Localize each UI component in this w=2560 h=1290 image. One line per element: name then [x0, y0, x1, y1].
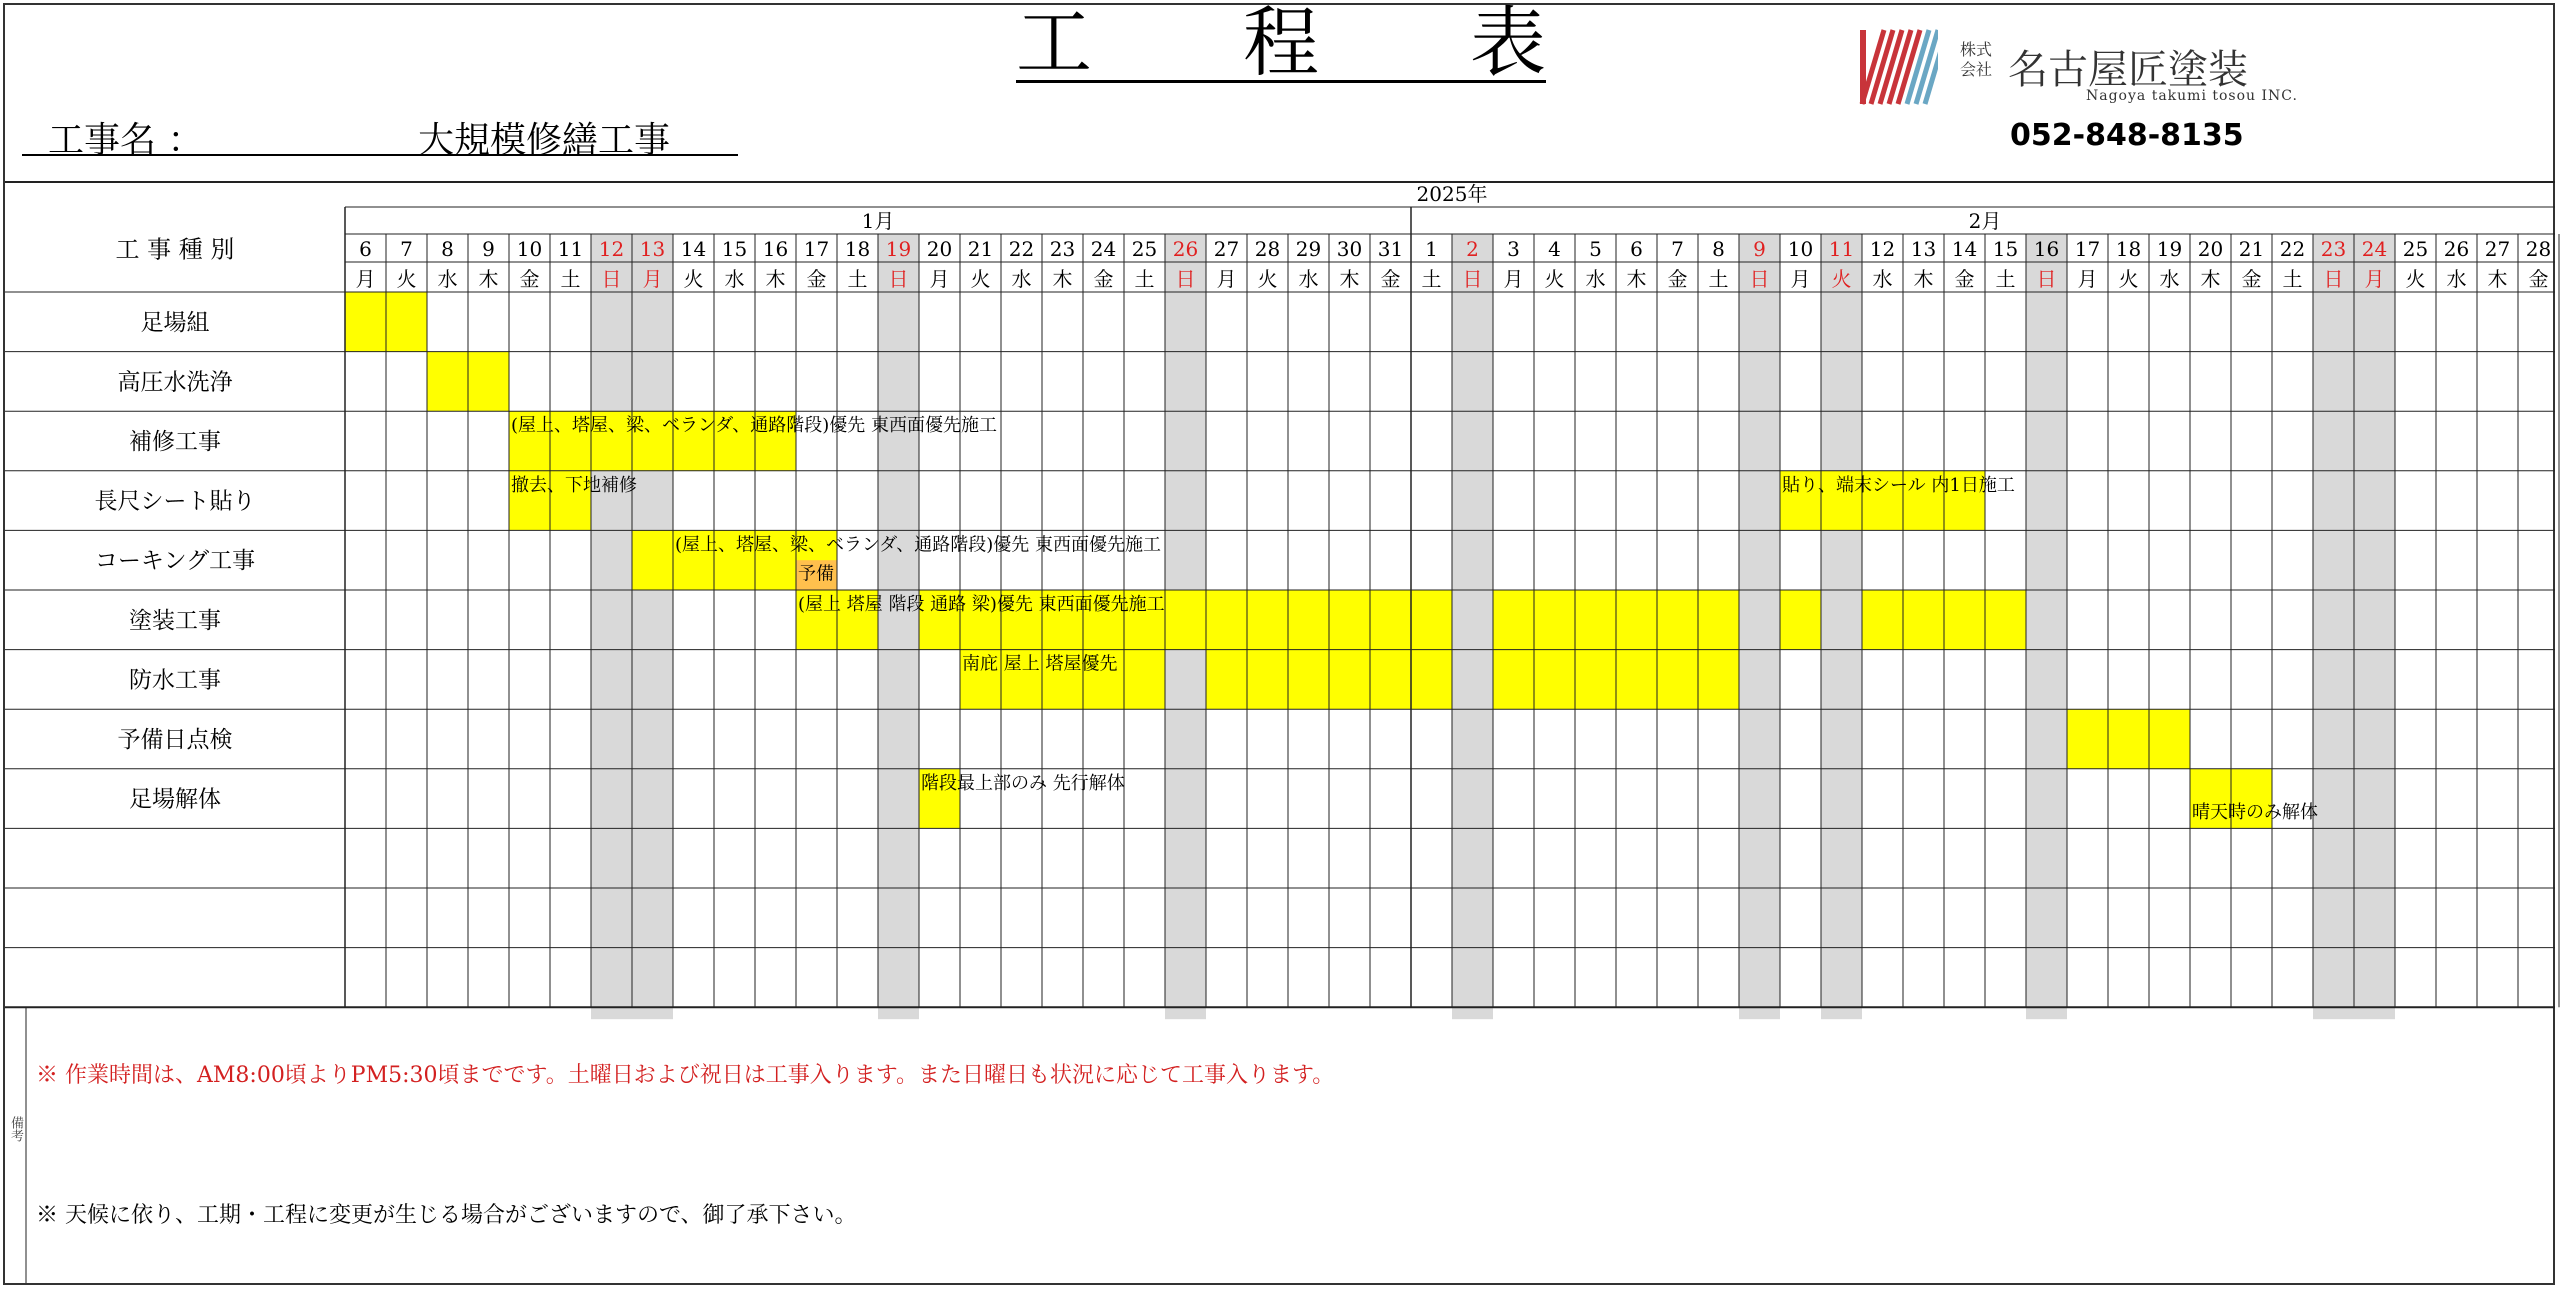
weekday-label: 木 — [2200, 267, 2221, 291]
task-note: (屋上、塔屋、梁、ベランダ、通路階段)優先 東西面優先施工 — [675, 534, 1161, 556]
weekday-label: 日 — [2036, 267, 2057, 291]
task-note: 予備 — [798, 563, 834, 585]
month-label: 2月 — [1968, 209, 2002, 233]
weekday-label: 水 — [1298, 267, 1319, 291]
company-prefix-line1: 株式 — [1960, 40, 1993, 59]
weekday-label: 水 — [437, 267, 458, 291]
day-number: 14 — [680, 237, 707, 261]
day-number: 19 — [885, 237, 912, 261]
weekday-label: 土 — [847, 267, 868, 291]
day-number: 17 — [2074, 237, 2101, 261]
task-name: 塗装工事 — [129, 607, 221, 634]
schedule-bar — [2067, 709, 2190, 769]
title-char-1: 工 — [1016, 0, 1092, 87]
task-name: 足場組 — [140, 309, 210, 336]
day-number: 6 — [1630, 237, 1643, 261]
weekday-label: 金 — [806, 267, 827, 291]
task-name: 長尺シート貼り — [94, 488, 256, 515]
weekday-label: 火 — [970, 267, 991, 291]
project-name: 大規模修繕工事 — [418, 120, 671, 161]
remark-weather: ※ 天候に依り、工期・工程に変更が生じる場合がございますので、御了承下さい。 — [36, 1203, 857, 1228]
weekday-label: 金 — [519, 267, 540, 291]
task-name: 防水工事 — [129, 667, 221, 694]
day-number: 1 — [1425, 237, 1438, 261]
title-char-3: 表 — [1470, 0, 1546, 87]
task-note: 撤去、下地補修 — [511, 474, 637, 496]
holiday-column — [632, 264, 673, 1019]
weekday-label: 日 — [888, 267, 909, 291]
weekday-label: 木 — [1913, 267, 1934, 291]
weekday-label: 土 — [2282, 267, 2303, 291]
weekday-label: 月 — [355, 267, 376, 291]
day-number: 25 — [1131, 237, 1158, 261]
day-number: 9 — [1753, 237, 1766, 261]
weekday-label: 金 — [2528, 267, 2549, 291]
day-number: 27 — [2484, 237, 2511, 261]
task-name: 足場解体 — [129, 786, 221, 813]
weekday-label: 水 — [2446, 267, 2467, 291]
weekday-label: 火 — [1257, 267, 1278, 291]
day-number: 13 — [639, 237, 666, 261]
day-number: 25 — [2402, 237, 2429, 261]
day-number: 7 — [1671, 237, 1684, 261]
weekday-label: 土 — [560, 267, 581, 291]
day-number: 12 — [1869, 237, 1896, 261]
weekday-label: 土 — [1995, 267, 2016, 291]
day-number: 3 — [1507, 237, 1520, 261]
day-number: 7 — [400, 237, 413, 261]
day-number: 19 — [2156, 237, 2183, 261]
weekday-label: 月 — [1216, 267, 1237, 291]
month-label: 1月 — [861, 209, 895, 233]
company-phone: 052-848-8135 — [2010, 118, 2244, 153]
weekday-label: 木 — [1052, 267, 1073, 291]
day-number: 9 — [482, 237, 495, 261]
day-number: 29 — [1295, 237, 1322, 261]
weekday-label: 土 — [1421, 267, 1442, 291]
weekday-label: 日 — [1749, 267, 1770, 291]
task-name: 高圧水洗浄 — [117, 369, 233, 396]
weekday-label: 水 — [2159, 267, 2180, 291]
weekday-label: 水 — [1872, 267, 1893, 291]
day-number: 15 — [721, 237, 748, 261]
weekday-label: 水 — [724, 267, 745, 291]
day-number: 17 — [803, 237, 830, 261]
day-number: 28 — [1254, 237, 1281, 261]
company-name: 名古屋匠塗装 — [2008, 47, 2248, 93]
task-name: コーキング工事 — [94, 548, 256, 575]
holiday-column — [1821, 264, 1862, 1019]
day-number: 4 — [1548, 237, 1561, 261]
task-note: 南庇 屋上 塔屋優先 — [962, 653, 1118, 675]
weekday-label: 日 — [601, 267, 622, 291]
task-note: (屋上 塔屋 階段 通路 梁)優先 東西面優先施工 — [798, 594, 1165, 615]
day-number: 11 — [1828, 237, 1855, 261]
task-note: 晴天時のみ解体 — [2192, 801, 2318, 823]
weekday-label: 木 — [1626, 267, 1647, 291]
day-number: 18 — [844, 237, 871, 261]
day-number: 6 — [359, 237, 372, 261]
title-char-2: 程 — [1243, 0, 1319, 87]
holiday-column — [2026, 264, 2067, 1019]
day-number: 10 — [516, 237, 543, 261]
weekday-label: 土 — [1134, 267, 1155, 291]
weekday-label: 月 — [2364, 267, 2385, 291]
category-header: 工 事 種 別 — [115, 235, 235, 264]
weekday-label: 金 — [1954, 267, 1975, 291]
task-note: 貼り、端末シール 内1日施工 — [1782, 474, 2015, 496]
day-number: 5 — [1589, 237, 1602, 261]
day-number: 10 — [1787, 237, 1814, 261]
day-number: 30 — [1336, 237, 1363, 261]
weekday-label: 火 — [2118, 267, 2139, 291]
day-number: 2 — [1466, 237, 1479, 261]
day-number: 13 — [1910, 237, 1937, 261]
weekday-label: 月 — [2077, 267, 2098, 291]
schedule-bar — [1780, 590, 1821, 650]
day-number: 20 — [2197, 237, 2224, 261]
day-number: 21 — [967, 237, 994, 261]
project-label: 工事名 ： — [48, 120, 204, 161]
weekday-label: 木 — [2487, 267, 2508, 291]
weekday-label: 木 — [765, 267, 786, 291]
day-number: 28 — [2525, 237, 2552, 261]
weekday-label: 月 — [1790, 267, 1811, 291]
holiday-column — [1452, 264, 1493, 1019]
holiday-column — [2354, 264, 2395, 1019]
holiday-column — [878, 264, 919, 1019]
weekday-label: 日 — [2323, 267, 2344, 291]
weekday-label: 火 — [2405, 267, 2426, 291]
company-prefix-line2: 会社 — [1960, 60, 1993, 79]
weekday-label: 木 — [1339, 267, 1360, 291]
remarks-label: 備考 — [8, 1116, 23, 1142]
year-label: 2025年 — [1416, 182, 1488, 206]
day-number: 21 — [2238, 237, 2265, 261]
day-number: 24 — [1090, 237, 1117, 261]
weekday-label: 金 — [1667, 267, 1688, 291]
day-number: 22 — [1008, 237, 1035, 261]
holiday-column — [591, 264, 632, 1019]
weekday-label: 日 — [1462, 267, 1483, 291]
day-number: 23 — [1049, 237, 1076, 261]
day-number: 14 — [1951, 237, 1978, 261]
weekday-label: 金 — [1093, 267, 1114, 291]
weekday-label: 月 — [929, 267, 950, 291]
day-number: 26 — [2443, 237, 2470, 261]
day-number: 26 — [1172, 237, 1199, 261]
weekday-label: 金 — [1380, 267, 1401, 291]
day-number: 31 — [1377, 237, 1404, 261]
day-number: 8 — [1712, 237, 1725, 261]
remark-working-hours: ※ 作業時間は、AM8:00頃よりPM5:30頃までです。土曜日および祝日は工事入ります。また日曜日も状況に応じて工事入ります。 — [36, 1063, 1335, 1088]
day-number: 8 — [441, 237, 454, 261]
day-number: 20 — [926, 237, 953, 261]
day-number: 23 — [2320, 237, 2347, 261]
task-note: (屋上、塔屋、梁、ベランダ、通路階段)優先 東西面優先施工 — [511, 415, 997, 437]
task-name: 予備日点検 — [117, 727, 233, 753]
day-number: 15 — [1992, 237, 2019, 261]
day-number: 27 — [1213, 237, 1240, 261]
day-number: 22 — [2279, 237, 2306, 261]
weekday-label: 土 — [1708, 267, 1729, 291]
weekday-label: 水 — [1011, 267, 1032, 291]
weekday-label: 水 — [1585, 267, 1606, 291]
weekday-label: 火 — [396, 267, 417, 291]
day-number: 18 — [2115, 237, 2142, 261]
holiday-column — [2313, 264, 2354, 1019]
task-note: 階段最上部のみ 先行解体 — [921, 772, 1125, 794]
task-name: 補修工事 — [129, 429, 221, 455]
company-english-name: Nagoya takumi tosou INC. — [2086, 88, 2298, 104]
weekday-label: 木 — [478, 267, 499, 291]
day-number: 24 — [2361, 237, 2388, 261]
weekday-label: 月 — [1503, 267, 1524, 291]
weekday-label: 火 — [1831, 267, 1852, 291]
weekday-label: 日 — [1175, 267, 1196, 291]
weekday-label: 火 — [683, 267, 704, 291]
day-number: 11 — [557, 237, 584, 261]
day-number: 16 — [762, 237, 789, 261]
day-number: 16 — [2033, 237, 2060, 261]
day-number: 12 — [598, 237, 625, 261]
weekday-label: 月 — [642, 267, 663, 291]
holiday-column — [1739, 264, 1780, 1019]
weekday-label: 火 — [1544, 267, 1565, 291]
weekday-label: 金 — [2241, 267, 2262, 291]
